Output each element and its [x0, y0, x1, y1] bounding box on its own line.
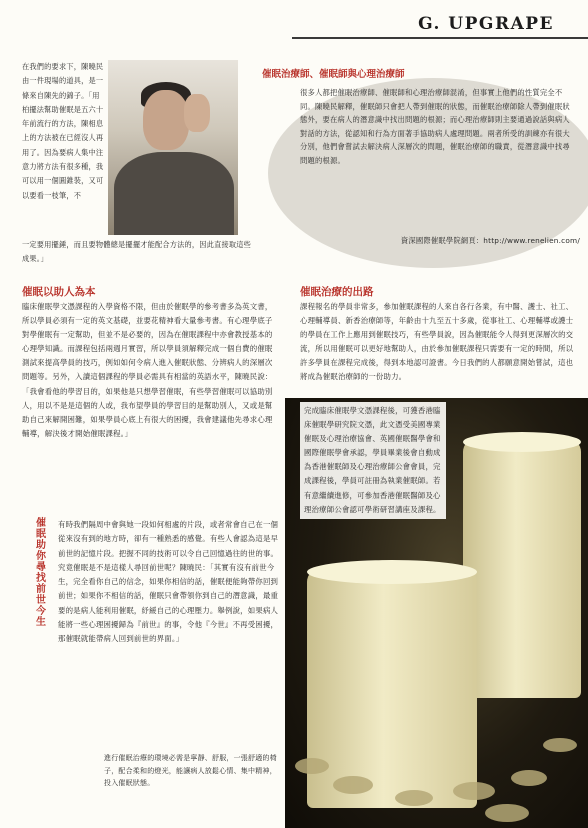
header-rule: [292, 37, 588, 39]
intro-text-bottom: 一定要用擺錘，而且要物體總是擺擺才能配合方法的，因此直接取這些成果。」: [22, 240, 252, 264]
sidebar-title: 催眠助你尋找前世今生: [36, 518, 46, 628]
photo-caption: 進行催眠治療的環境必需是寧靜、舒服，一張舒適的椅子，配合柔和的燈光，能讓病人放鬆心情、集中精神，投入催眠狀態。: [104, 754, 277, 788]
magazine-brand: G. UPGRAPE: [418, 14, 554, 34]
website-credit: 資深國際催眠學院網頁：http://www.renelien.com/: [400, 236, 580, 245]
right-section-body-2: 完成臨床催眠學文憑課程後，可獲香港臨床催眠學研究院文憑，此文憑受美國專業催眠及心理治療協會、英國催眠醫學會和國際催眠學會承認，學員畢業後會自動成為香港催眠師及心理治療師公會會員，完成課程後，學員可註冊為執業催眠師。若有意繼續進修，可參加香港催眠醫師及心理治療師公會認可學術研習講座及課程。: [300, 402, 446, 519]
right-section-heading: 催眠治療的出路: [300, 286, 374, 298]
sidebar-text: 有時我們隔周中會與她一段如何相處的片段，或者常會自己在一個從來沒有到的地方時，卻有一種熟悉的感覺。有些人會認為這是早前世的記憶片段。把握不同的技術可以令自己回憶過往的世的事。究竟催眠是不是這樣人尋回前世呢？陳曉民：「其實有沒有前世今生，完全看你自己的信念，如果你相信的話，催眠便能夠帶你回到前世；如果你不相信的話，催眠只會帶領你到自己的潛意識，最重要的是病人能利用催眠，紓緩自己的心理壓力。舉例說，如果病人能將一些心理困擾歸為『前世』的事，令他『今世』不再受困擾，那催眠就能帶病人回到前世的界面。」: [58, 520, 279, 644]
left-section-body: 臨床催眠學文憑課程的入學資格不限，但由於催眠學的參考書多為英文書，所以學員必須有一定的英文基礎，並要花精神看大量參考書。有心理學底子對學催眠有一定幫助，但並不是必要的，因為在催眠課程中亦會教授基本的心理學知識。而課程包括兩週月實習，所以學員須解釋完成一個自費的催眠測試來提高學員的技巧，例如如何令病人進入催眠狀態、分辨病人的深層次問題等。另外，入讀這個課程的學員必需具有相當的英語水平，陳曉民說：「我會看他的學習目的，如果他是只想學習催眠，有些學習催眠可以協助別人，用以不是是這個的人或，我布望學員的學習目的是幫助別人，又或是幫助自己來解開困難，如果學員心底上有很大的困擾，我會建議他先尋求心理輔導，解決後才開始催眠課程。」: [22, 302, 273, 438]
left-section-heading: 催眠以助人為本: [22, 286, 96, 298]
right-section-body-1: 課程報名的學員非常多，參加催眠課程的人來自各行各業，有中醫、護士、社工、心理輔導員、新香治療師等，年齡由十九至五十多歲，從事社工、心理輔導或護士的學員在工作上應用到催眠技巧，有些學員說，因為催眠能令人得到更深層次的交流，所以用催眠可以更好地幫助人，由於參加催眠課程只需要有一定的時間，所以許多學員在課程完成後，得到本地認可證書。今日我們的人都願意開始嘗試，這也將成為催眠治療師的一份助力。: [300, 302, 574, 382]
boxed-section-text: 很多人都把催眠治療師、催眠師和心理治療師混淆，但事實上他們的性質完全不同。陳曉民解釋，催眠師只會把人帶到催眠的狀態，而催眠治療師除人帶到催眠狀態外，要在病人的潛意識中找出問題的根源；而心理治療師則主要通過說話與病人對話的方法，從認知和行為方面著手協助病人處理問題。兩者所受的訓練亦有很大分別，他們會嘗試去解決病人深層次的問題，催眠治療師的職責，從潛意識中找尋問題的根源。: [300, 88, 570, 165]
intro-text: 在我們的要求下，陳曉民由一件現場的道具，是一條來自陳先的錦子。「用柏擺法幫助催眠是五六十年前流行的方法，陳相息上的方法被在已經沒人再用了。因為要病人集中注意力將方法有很多種，我可以用一個圓錐裝，又可以要看一枝筆，不: [22, 62, 104, 200]
boxed-section-title: 催眠治療師、催眠師與心理治療師: [262, 69, 405, 80]
hypnotherapist-photo: [108, 60, 238, 235]
